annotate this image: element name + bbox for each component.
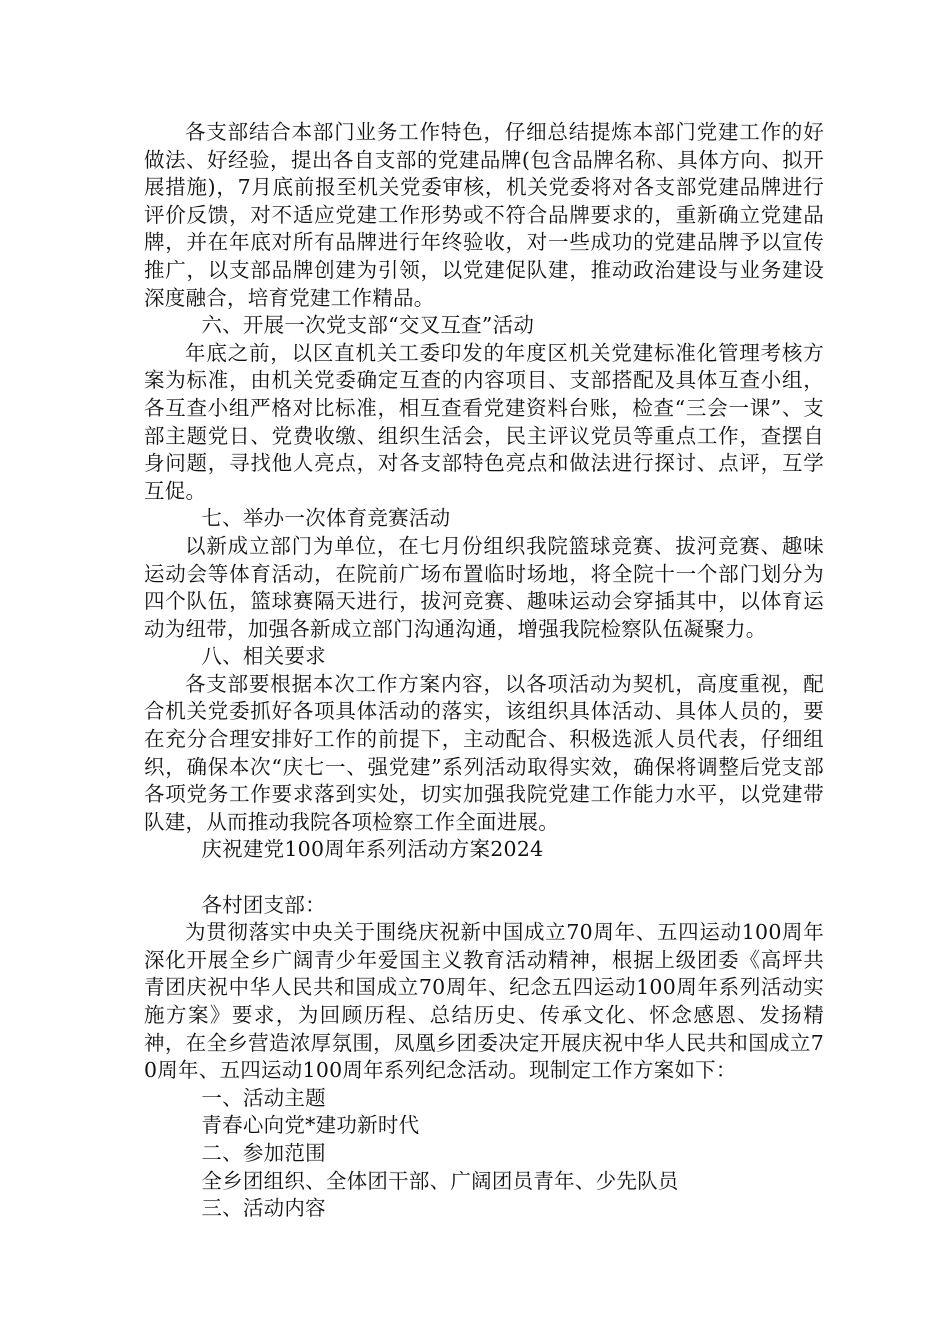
- blank-line: [144, 864, 824, 892]
- paragraph-introduction: 为贯彻落实中央关于围绕庆祝新中国成立70周年、五四运动100周年深化开展全乡广阔青少年爱国主义教育活动精神，根据上级团委《高坪共青团庆祝中华人民共和国成立70周年、纪念五四运动100周年系列活动实施方案》要求，为回顾历程、总结历史、传承文化、怀念感恩、发扬精神，在全乡营造浓厚氛围，凤凰乡团委决定开展庆祝中华人民共和国成立70周年、五四运动100周年系列纪念活动。现制定工作方案如下：: [144, 920, 824, 1083]
- section-heading-requirements: 八、相关要求: [201, 644, 326, 669]
- salutation: 各村团支部：: [201, 892, 326, 917]
- section-heading-cross-inspection: 六、开展一次党支部“交叉互查”活动: [201, 313, 535, 338]
- section-heading-content: 三、活动内容: [201, 1196, 326, 1221]
- theme-text: 青春心向党*建功新时代: [201, 1113, 420, 1138]
- paragraph-cross-inspection: 年底之前，以区直机关工委印发的年度区机关党建标准化管理考核方案为标准，由机关党委确定互查的内容项目、支部搭配及具体互查小组，各互查小组严格对比标准，相互查看党建资料台账，检查“三会一课”、支部主题党日、党费收缴、组织生活会，民主评议党员等重点工作，查摆自身问题，寻找他人亮点，对各支部特色亮点和做法进行探讨、点评，互学互促。: [144, 340, 824, 503]
- section-heading-sports: 七、举办一次体育竞赛活动: [201, 506, 451, 531]
- scope-text: 全乡团组织、全体团干部、广阔团员青年、少先队员: [201, 1168, 679, 1193]
- document-body: [144, 119, 824, 1223]
- document-title: 庆祝建党100周年系列活动方案2024: [201, 837, 544, 862]
- paragraph-sports: 以新成立部门为单位，在七月份组织我院篮球竞赛、拔河竞赛、趣味运动会等体育活动，在院前广场布置临时场地，将全院十一个部门划分为四个队伍，篮球赛隔天进行，拔河竞赛、趣味运动会穿插其中，以体育运动为纽带，加强各新成立部门沟通沟通，增强我院检察队伍凝聚力。: [144, 533, 824, 641]
- paragraph-brand-building: 各支部结合本部门业务工作特色，仔细总结提炼本部门党建工作的好做法、好经验，提出各自支部的党建品牌(包含品牌名称、具体方向、拟开展措施)，7月底前报至机关党委审核，机关党委将对各支部党建品牌进行评价反馈，对不适应党建工作形势或不符合品牌要求的，重新确立党建品牌，并在年底对所有品牌进行年终验收，对一些成功的党建品牌予以宣传推广，以支部品牌创建为引领，以党建促队建，推动政治建设与业务建设深度融合，培育党建工作精品。: [144, 120, 824, 310]
- paragraph-requirements: 各支部要根据本次工作方案内容，以各项活动为契机，高度重视，配合机关党委抓好各项具体活动的落实，该组织具体活动、具体人员的，要在充分合理安排好工作的前提下，主动配合、积极选派人员代表，仔细组织，确保本次“庆七一、强党建”系列活动取得实效，确保将调整后党支部各项党务工作要求落到实处，切实加强我院党建工作能力水平，以党建带队建，从而推动我院各项检察工作全面进展。: [144, 671, 824, 834]
- section-heading-theme: 一、活动主题: [201, 1085, 326, 1110]
- section-heading-scope: 二、参加范围: [201, 1140, 326, 1165]
